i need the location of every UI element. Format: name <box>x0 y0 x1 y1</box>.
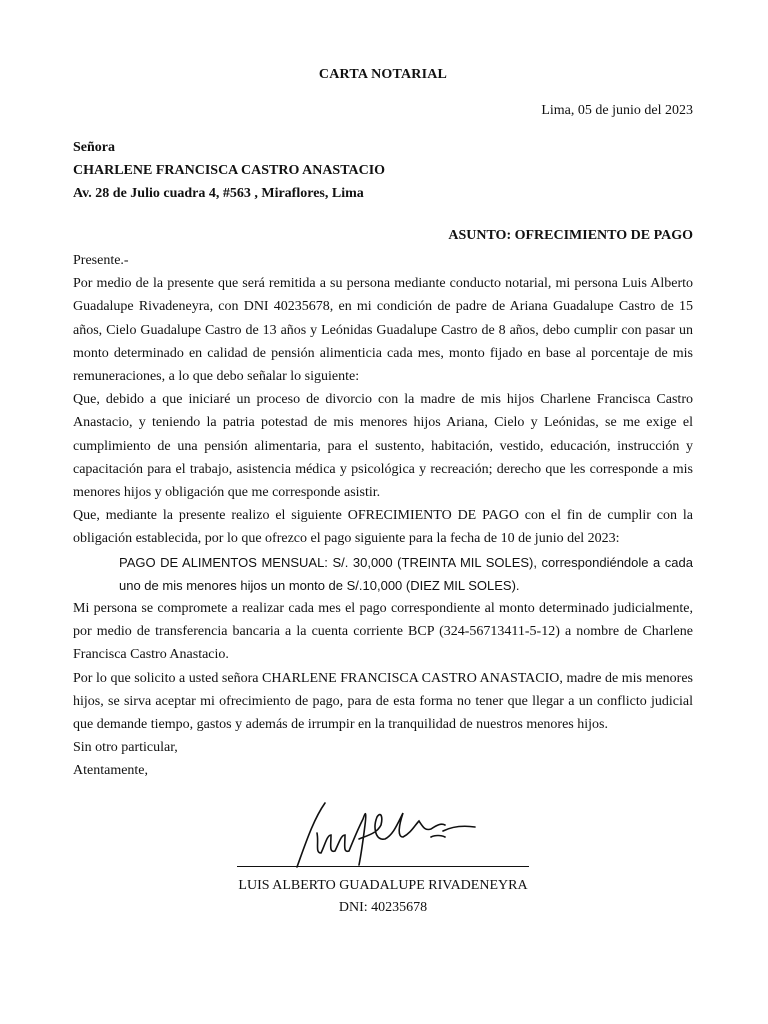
payment-detail: PAGO DE ALIMENTOS MENSUAL: S/. 30,000 (TREINTA MIL SOLES), correspondiéndole a cada uno de mis menores hijos un monto de S/.10,000 (DIEZ MIL SOLES). <box>119 554 693 593</box>
paragraph-5: Mi persona se compromete a realizar cada mes el pago correspondiente al monto determinado judicialmente, por medio de transferencia bancaria a la cuenta corriente BCP (324-56713411-5-12) a nombre de Charlene Francisca Castro Anastacio. <box>73 601 693 663</box>
letter-body <box>73 249 693 783</box>
paragraph-2: Que, debido a que iniciaré un proceso de divorcio con la madre de mis hijos Charlene Francisca Castro Anastacio, y teniendo la patria potestad de mis menores hijos Ariana, Cielo y Leónidas, se me exige el cumplimiento de una pensión alimentaria, para el sustento, habitación, vestido, educación, instrucción y capacitación para el trabajo, asistencia médica y psicológica y recreación; derecho que les corresponde a mis menores hijos y obligación que me corresponde asistir. <box>73 392 693 501</box>
paragraph-3: Que, mediante la presente realizo el siguiente OFRECIMIENTO DE PAGO con el fin de cumplir con la obligación establecida, por lo que ofrezco el pago siguiente para la fecha de 10 de junio del 2023: <box>73 508 693 547</box>
paragraph-6: Por lo que solicito a usted señora CHARLENE FRANCISCA CASTRO ANASTACIO, madre de mis menores hijos, se sirva aceptar mi ofrecimiento de pago, para de esta forma no tener que llegar a un conflicto judicial que demande tiempo, gastos y además de irrumpir en la tranquilidad de nuestros menores hijos. <box>73 670 693 733</box>
document-title: CARTA NOTARIAL <box>318 67 448 82</box>
signer-name: LUIS ALBERTO GUADALUPE RIVADENEYRA <box>238 878 528 893</box>
signer-block <box>150 875 616 919</box>
opening-line: Presente.- <box>73 253 129 268</box>
closing-line-2: Atentamente, <box>73 763 149 779</box>
recipient-block <box>73 136 385 205</box>
recipient-name: CHARLENE FRANCISCA CASTRO ANASTACIO <box>73 163 386 178</box>
signature-graphic <box>285 795 495 870</box>
signer-dni: DNI: 40235678 <box>338 900 428 915</box>
paragraph-1: Por medio de la presente que será remitida a su persona mediante conducto notarial, mi persona Luis Alberto Guadalupe Rivadeneyra, con DNI 40235678, en mi condición de padre de Ariana Guadalupe Castro de 15 años, Cielo Guadalupe Castro de 13 años y Leónidas Guadalupe Castro de 8 años, debo cumplir con pasar un monto determinado en calidad de pensión alimenticia cada mes, monto fijado en base al porcentaje de mis remuneraciones, a lo que debo señalar lo siguiente: <box>73 276 693 385</box>
signature-line <box>237 866 529 867</box>
letter-subject: ASUNTO: OFRECIMIENTO DE PAGO <box>448 228 693 243</box>
letter-date: Lima, 05 de junio del 2023 <box>541 103 693 118</box>
closing-line-1: Sin otro particular, <box>73 740 178 756</box>
recipient-salutation: Señora <box>73 140 115 155</box>
recipient-address: Av. 28 de Julio cuadra 4, #563 , Miraflores, Lima <box>73 186 364 201</box>
